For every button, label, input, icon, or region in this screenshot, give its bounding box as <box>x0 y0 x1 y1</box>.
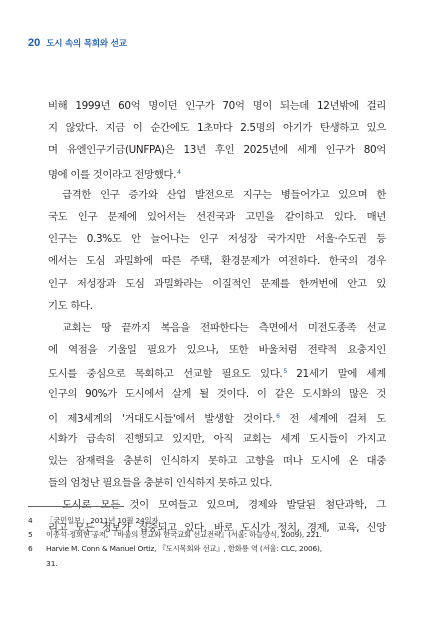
body-line: 있는 잠재력을 충분히 인식하지 못하고 고향을 떠나 도시에 온 대중 <box>48 455 386 467</box>
footnote-text: 「국민일보」 2011년 10월 24일자. <box>46 516 161 525</box>
footnote-number: 4 <box>28 516 33 525</box>
body-line: 국도 인구 문제에 있어서는 선진국과 고민을 같이하고 있다. 매년 <box>48 210 386 223</box>
footnote-text: 이종석·정희현 공저, 『바울의 선교와 한국교회 선교전략』(서울: 하늘양식, 2009), 221. <box>46 530 322 540</box>
body-text <box>48 95 386 539</box>
body-line: 인구의 90%가 도시에서 살게 될 것이다. 이 같은 도시화의 많은 것 <box>48 388 386 401</box>
body-line: 기도 하다. <box>48 299 93 312</box>
body-line: 리고 모든 정보가 집중되고 있다. 바로 도시가 정치, 경제, 교육, 신앙 <box>48 521 386 534</box>
body-line: 에서는 도심 과밀화에 따른 주택, 환경문제가 여전하다. 한국의 경우 <box>48 255 386 268</box>
footnotes <box>28 514 368 571</box>
body-line: 교회는 땅 끝까지 복음을 전파한다는 측면에서 미전도종족 선교 <box>62 321 386 334</box>
body-line: 인구는 0.3%도 안 늘어나는 인구 저성장 국가지만 서울·수도권 등 <box>48 233 386 246</box>
footnote <box>28 528 368 542</box>
body-line: 에 역점을 기울일 필요가 있으나, 또한 바울처럼 전략적 요충지인 <box>48 344 386 357</box>
body-line: 며 유엔인구기금(UNFPA)은 13년 후인 2025년에 세계 인구가 80억 <box>48 144 386 157</box>
body-line: 들의 엄청난 필요들을 충분히 인식하지 못하고 있다. <box>48 477 273 490</box>
body-line: 도시를 중심으로 목회하고 선교할 필요도 있다.$^5$ 21세기 말에 세계 <box>48 368 386 381</box>
body-line: 이 제3세계의 '거대도시들'에서 발생할 것이다.$^6$ 전 세계에 걸쳐 도 <box>48 412 386 425</box>
body-line: 지 않았다. 지금 이 순간에도 1초마다 2.5명의 아기가 탄생하고 있으 <box>48 122 386 135</box>
footnote-divider <box>28 506 124 507</box>
footnote-ref: 4 <box>177 168 181 176</box>
footnote <box>28 542 368 556</box>
body-line: 도시로 모든 것이 모여들고 있으며, 경제와 발달된 첨단과학, 그 <box>62 499 386 512</box>
footnote <box>28 514 368 528</box>
footnote-number: 5 <box>28 530 33 540</box>
body-line: 인구 저성장과 도심 과밀화라는 이질적인 문제를 한꺼번에 안고 있 <box>48 277 386 290</box>
body-line: 급격한 인구 증가와 산업 발전으로 지구는 병들어가고 있으며 한 <box>62 188 386 201</box>
body-line: 비해 1999년 60억 명이던 인구가 70억 명이 되는데 12년밖에 걸리 <box>48 100 386 112</box>
body-line: 명에 이를 것이라고 전망했다.$^4$ <box>48 168 181 181</box>
footnote-ref: 6 <box>276 412 280 420</box>
footnote-text: Harvie M. Conn & Manuel Ortiz, 『도시목회와 선교』, 한화룡 역 (서울: CLC, 2006), <box>46 544 322 554</box>
footnote-number: 6 <box>28 544 33 554</box>
footnote-ref: 5 <box>283 368 287 376</box>
running-header <box>28 37 127 49</box>
footnote-continuation: 31. <box>46 558 58 568</box>
body-line: 시화가 급속히 진행되고 있지만, 아직 교회는 세계 도시들이 가지고 <box>48 432 386 445</box>
running-title: 도시 속의 목회와 선교 <box>46 39 127 49</box>
page-number: 20 <box>28 37 41 49</box>
